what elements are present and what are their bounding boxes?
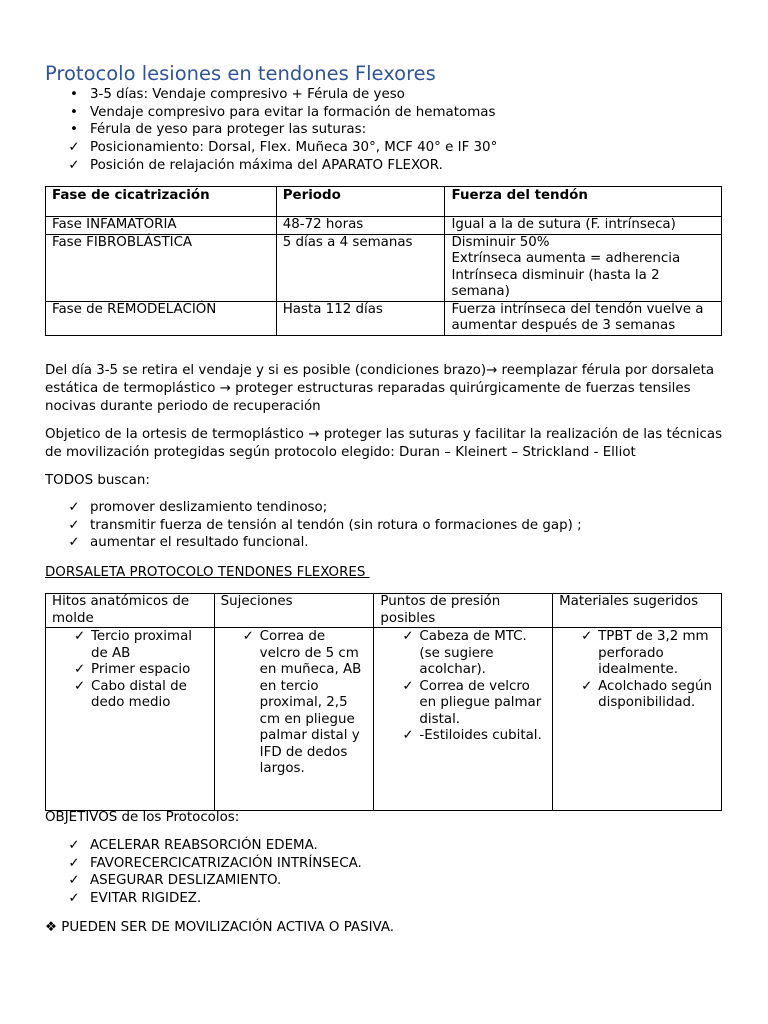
table-cell: Disminuir 50% Extrínseca aumenta = adherencia Intrínseca disminuir (hasta la 2 semana) [445,234,722,301]
todos-list [45,500,745,553]
list-item: ✓ ASEGURAR DESLIZAMIENTO. [68,873,282,889]
checkmark-icon: ✓ [68,873,80,889]
checkmark-icon: ✓ [68,140,80,156]
materiales-list [575,629,717,712]
checkmark-icon: ✓ [68,500,80,515]
checkmark-icon: ✓ [74,678,86,694]
list-item: ✓ aumentar el resultado funcional. [68,535,309,551]
table-cell: Fase FIBROBLÁSTICA [46,234,277,301]
checkmark-icon: ✓ [402,678,414,694]
list-item: ✓ Cabo distal de dedo medio [74,678,187,710]
table-cell-materiales [553,628,722,811]
table-cell: Hasta 112 días [276,301,445,335]
diamond-bullet-icon: ❖ [45,920,58,935]
checkmark-icon: ✓ [74,629,86,644]
table-header: Periodo [276,187,445,217]
table-cell: 48-72 horas [276,217,445,235]
checkmark-icon: ✓ [402,629,414,644]
phase-table [45,186,722,336]
table-header: Sujeciones [214,594,374,628]
checkmark-icon: ✓ [68,517,80,533]
checkmark-icon: ✓ [68,855,80,871]
list-item: ✓ ACELERAR REABSORCIÓN EDEMA. [68,838,318,853]
table-header-row [46,187,722,217]
list-item: ✓ promover deslizamiento tendinoso; [68,500,328,515]
paragraph-objective: Objetico de la ortesis de termoplástico → proteger las suturas y facilitar la realización de las técnicas de movilización protegidas según protocolo elegido: Duran – Kleinert – Strickland - Elliot [45,427,723,460]
intro-list [45,87,745,175]
dorsaleta-table [45,593,722,811]
list-item: ✓ -Estiloides cubital. [402,728,542,743]
bullet-icon: • [70,122,78,138]
list-item: ✓ Cabeza de MTC. (se sugiere acolchar). [402,629,527,677]
checkmark-icon: ✓ [581,629,593,644]
checkmark-icon: ✓ [68,157,80,173]
table-row [46,217,722,235]
list-item: ✓ TPBT de 3,2 mm perforado idealmente. [581,629,709,677]
table-row [46,628,722,811]
table-cell-sujeciones [214,628,374,811]
objetivos-label: OBJETIVOS de los Protocolos: [45,810,240,825]
bullet-icon: • [70,87,78,102]
table-cell: Fuerza intrínseca del tendón vuelve a aumentar después de 3 semanas [445,301,722,335]
checkmark-icon: ✓ [581,678,593,694]
dorsaleta-heading: DORSALETA PROTOCOLO TENDONES FLEXORES [45,565,370,580]
objetivos-list [45,838,745,909]
checkmark-icon: ✓ [68,891,80,907]
list-item: ✓ transmitir fuerza de tensión al tendón (sin rotura o formaciones de gap) ; [68,517,582,533]
checkmark-icon: ✓ [68,535,80,551]
table-header: Puntos de presión posibles [374,594,553,628]
table-cell: Fase INFAMATORIA [46,217,277,235]
checkmark-icon: ✓ [74,662,86,677]
todos-label: TODOS buscan: [45,473,150,488]
list-item: ✓ Correa de velcro en pliegue palmar distal. [402,678,542,727]
puntos-list [396,629,548,745]
list-item: • Vendaje compresivo para evitar la formación de hematomas [45,105,745,123]
hitos-list [68,629,210,712]
list-item: ✓ Acolchado según disponibilidad. [581,678,712,710]
list-item: ✓ Posición de relajación máxima del APARATO FLEXOR. [68,157,443,173]
list-item: ✓ Primer espacio [74,662,191,677]
table-row [46,234,722,301]
list-item: • 3-5 días: Vendaje compresivo + Férula de yeso [45,87,745,105]
table-cell-puntos [374,628,553,811]
list-item: • Férula de yeso para proteger las suturas: [45,122,745,140]
list-item: ✓ Tercio proximal de AB [74,629,192,661]
table-row [46,301,722,335]
table-cell: Fase de REMODELACIÓN [46,301,277,335]
table-header: Fuerza del tendón [445,187,722,217]
table-header: Fase de cicatrización [46,187,277,217]
table-header: Materiales sugeridos [553,594,722,628]
final-note: ❖ PUEDEN SER DE MOVILIZACIÓN ACTIVA O PASIVA. [45,920,395,935]
page-title: Protocolo lesiones en tendones Flexores [45,62,436,85]
paragraph-removal: Del día 3-5 se retira el vendaje y si es posible (condiciones brazo)→ reemplazar férula por dorsaleta estática de termoplástico → proteger estructuras reparadas quirúrgicamente de fuerzas tensiles nocivas durante periodo de recuperación [45,363,715,414]
bullet-icon: • [70,104,78,120]
list-item: ✓ Correa de velcro de 5 cm en muñeca, AB en tercio proximal, 2,5 cm en pliegue palmar distal y IFD de dedos largos. [242,629,362,776]
table-header-row [46,594,722,628]
table-cell: 5 días a 4 semanas [276,234,445,301]
list-item: ✓ FAVORECERCICATRIZACIÓN INTRÍNSECA. [68,855,362,871]
checkmark-icon: ✓ [242,629,254,644]
table-header: Hitos anatómicos de molde [46,594,215,628]
table-cell-hitos [46,628,215,811]
list-item: ✓ EVITAR RIGIDEZ. [68,891,202,907]
list-item: ✓ Posicionamiento: Dorsal, Flex. Muñeca 30°, MCF 40° e IF 30° [68,140,498,156]
sujeciones-list [237,629,370,778]
checkmark-icon: ✓ [68,838,80,853]
checkmark-icon: ✓ [402,728,414,743]
table-cell: Igual a la de sutura (F. intrínseca) [445,217,722,235]
